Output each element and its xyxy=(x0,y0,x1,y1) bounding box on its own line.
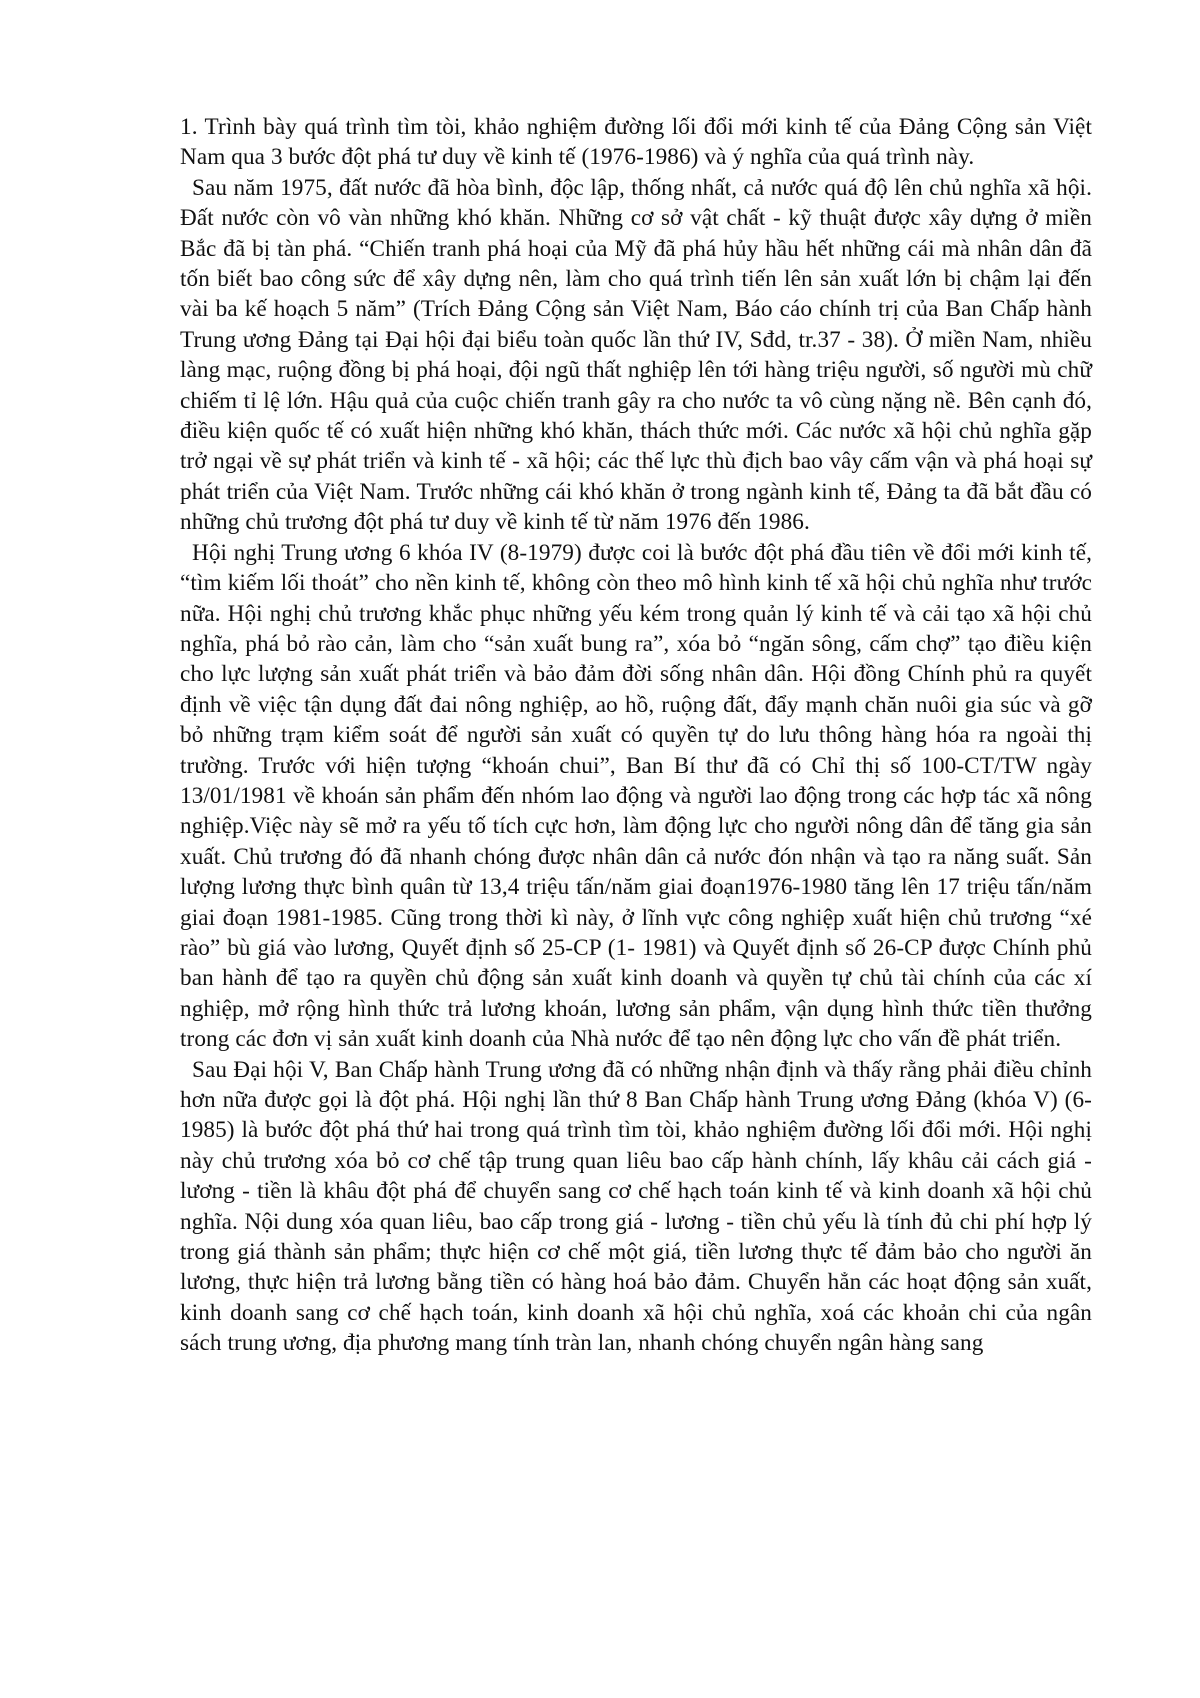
paragraph-second-breakthrough: Sau Đại hội V, Ban Chấp hành Trung ương đã có những nhận định và thấy rằng phải điều chỉnh hơn nữa được gọi là đột phá. Hội nghị lần thứ 8 Ban Chấp hành Trung ương Đảng (khóa V) (6-1985) là bước đột phá thứ hai trong quá trình tìm tòi, khảo nghiệm đường lối đổi mới. Hội nghị này chủ trương xóa bỏ cơ chế tập trung quan liêu bao cấp hành chính, lấy khâu cải cách giá - lương - tiền là khâu đột phá để chuyển sang cơ chế hạch toán kinh tế và kinh doanh xã hội chủ nghĩa. Nội dung xóa quan liêu, bao cấp trong giá - lương - tiền chủ yếu là tính đủ chi phí hợp lý trong giá thành sản phẩm; thực hiện cơ chế một giá, tiền lương thực tế đảm bảo cho người ăn lương, thực hiện trả lương bằng tiền có hàng hoá bảo đảm. Chuyển hẳn các hoạt động sản xuất, kinh doanh sang cơ chế hạch toán, kinh doanh xã hội chủ nghĩa, xoá các khoản chi của ngân sách trung ương, địa phương mang tính tràn lan, nhanh chóng chuyển ngân hàng sang xyxy=(180,1056,1092,1357)
question-heading: 1. Trình bày quá trình tìm tòi, khảo nghiệm đường lối đổi mới kinh tế của Đảng Cộng sản Việt Nam qua 3 bước đột phá tư duy về kinh tế (1976-1986) và ý nghĩa của quá trình này. xyxy=(180,114,1092,171)
document-body xyxy=(180,112,1092,1359)
paragraph-context: Sau năm 1975, đất nước đã hòa bình, độc lập, thống nhất, cả nước quá độ lên chủ nghĩa xã hội. Đất nước còn vô vàn những khó khăn. Những cơ sở vật chất - kỹ thuật được xây dựng ở miền Bắc đã bị tàn phá. “Chiến tranh phá hoại của Mỹ đã phá hủy hầu hết những cái mà nhân dân đã tốn biết bao công sức để xây dựng nên, làm cho quá trình tiến lên sản xuất lớn bị chậm lại đến vài ba kế hoạch 5 năm” (Trích Đảng Cộng sản Việt Nam, Báo cáo chính trị của Ban Chấp hành Trung ương Đảng tại Đại hội đại biểu toàn quốc lần thứ IV, Sđd, tr.37 - 38). Ở miền Nam, nhiều làng mạc, ruộng đồng bị phá hoại, đội ngũ thất nghiệp lên tới hàng triệu người, số người mù chữ chiếm tỉ lệ lớn. Hậu quả của cuộc chiến tranh gây ra cho nước ta vô cùng nặng nề. Bên cạnh đó, điều kiện quốc tế có xuất hiện những khó khăn, thách thức mới. Các nước xã hội chủ nghĩa gặp trở ngại về sự phát triển và kinh tế - xã hội; các thế lực thù địch bao vây cấm vận và phá hoại sự phát triển của Việt Nam. Trước những cái khó khăn ở trong ngành kinh tế, Đảng ta đã bắt đầu có những chủ trương đột phá tư duy về kinh tế từ năm 1976 đến 1986. xyxy=(180,174,1092,536)
paragraph-first-breakthrough: Hội nghị Trung ương 6 khóa IV (8-1979) được coi là bước đột phá đầu tiên về đổi mới kinh tế, “tìm kiếm lối thoát” cho nền kinh tế, không còn theo mô hình kinh tế xã hội chủ nghĩa như trước nữa. Hội nghị chủ trương khắc phục những yếu kém trong quản lý kinh tế và cải tạo xã hội chủ nghĩa, phá bỏ rào cản, làm cho “sản xuất bung ra”, xóa bỏ “ngăn sông, cấm chợ” tạo điều kiện cho lực lượng sản xuất phát triển và bảo đảm đời sống nhân dân. Hội đồng Chính phủ ra quyết định về việc tận dụng đất đai nông nghiệp, ao hồ, ruộng đất, đẩy mạnh chăn nuôi gia súc và gỡ bỏ những trạm kiểm soát để người sản xuất có quyền tự do lưu thông hàng hóa ra ngoài thị trường. Trước với hiện tượng “khoán chui”, Ban Bí thư đã có Chỉ thị số 100-CT/TW ngày 13/01/1981 về khoán sản phẩm đến nhóm lao động và người lao động trong các hợp tác xã nông nghiệp.Việc này sẽ mở ra yếu tố tích cực hơn, làm động lực cho người nông dân để tăng gia sản xuất. Chủ trương đó đã nhanh chóng được nhân dân cả nước đón nhận và tạo ra năng suất. Sản lượng lương thực bình quân từ 13,4 triệu tấn/năm giai đoạn1976-1980 tăng lên 17 triệu tấn/năm giai đoạn 1981-1985. Cũng trong thời kì này, ở lĩnh vực công nghiệp xuất hiện chủ trương “xé rào” bù giá vào lương, Quyết định số 25-CP (1- 1981) và Quyết định số 26-CP được Chính phủ ban hành để tạo ra quyền chủ động sản xuất kinh doanh và quyền tự chủ tài chính của các xí nghiệp, mở rộng hình thức trả lương khoán, lương sản phẩm, vận dụng hình thức tiền thưởng trong các đơn vị sản xuất kinh doanh của Nhà nước để tạo nên động lực cho vấn đề phát triển. xyxy=(180,539,1092,1053)
